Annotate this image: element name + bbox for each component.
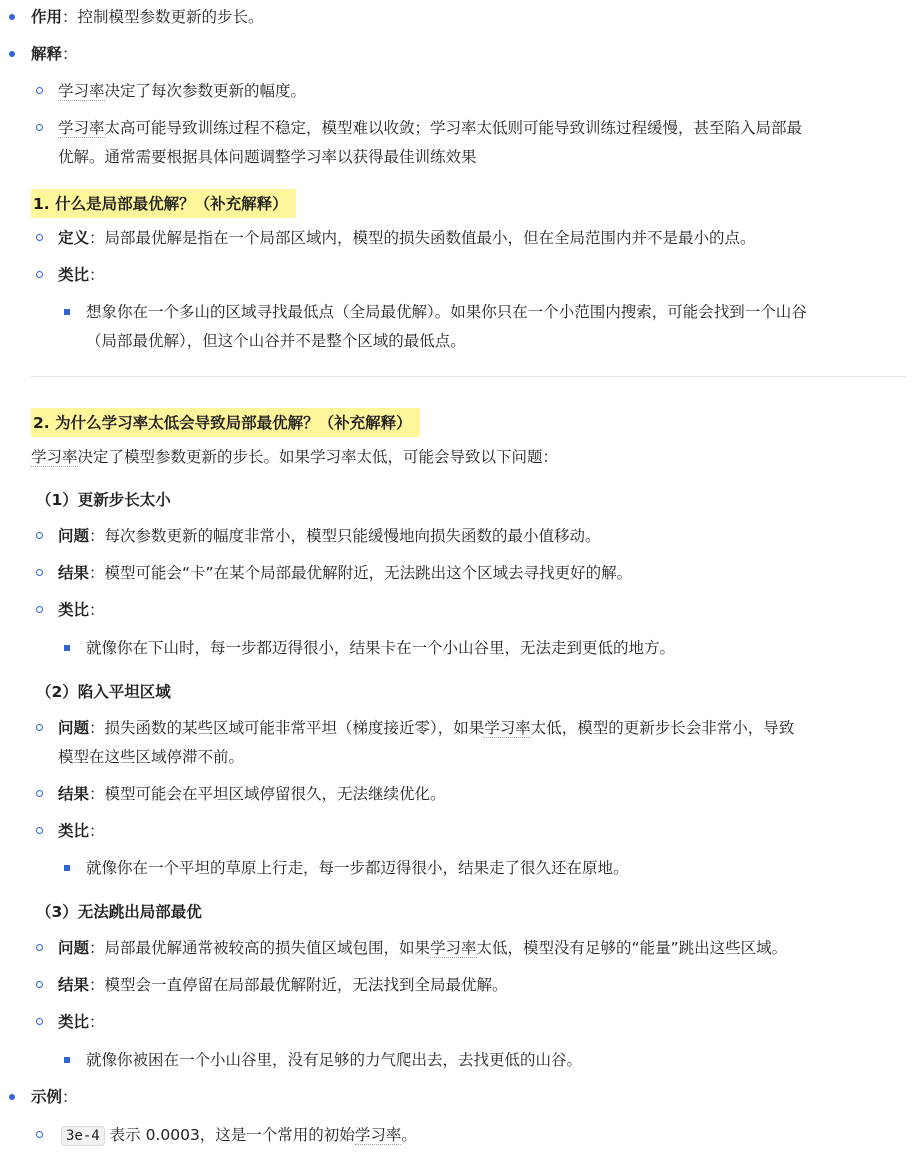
- subheading-2-text: （2）陷入平坦区域: [36, 683, 171, 701]
- term-link[interactable]: 学习率: [31, 448, 78, 466]
- analogy-label: 类比: [58, 601, 90, 619]
- subheading-3-text: （3）无法跳出局部最优: [36, 903, 202, 921]
- result-text: ：模型可能会“卡”在某个局部最优解附近，无法跳出这个区域去寻找更好的解。: [89, 564, 633, 582]
- bullet-circle: [36, 981, 43, 988]
- role-text: ：控制模型参数更新的步长。: [62, 8, 264, 26]
- analogy-colon: ：: [89, 1013, 105, 1031]
- analogy-text: 就像你在下山时，每一步都迈得很小，结果卡在一个小山谷里，无法走到更低的地方。: [86, 639, 676, 657]
- subheading-1-text: （1）更新步长太小: [36, 491, 171, 509]
- bullet-circle: [36, 1131, 43, 1138]
- analogy-text: 就像你在一个平坦的草原上行走，每一步都迈得很小，结果走了很久还在原地。: [86, 859, 629, 877]
- analogy-text: 就像你被困在一个小山谷里，没有足够的力气爬出去，去找更低的山谷。: [86, 1051, 583, 1069]
- example-colon: ：: [62, 1088, 78, 1106]
- analogy-colon: ：: [89, 822, 105, 840]
- example-text-end: 。: [401, 1126, 417, 1144]
- bullet-circle: [36, 724, 43, 731]
- problem-text: ：每次参数更新的幅度非常小，模型只能缓慢地向损失函数的最小值移动。: [89, 527, 601, 545]
- term-link[interactable]: 学习率: [484, 719, 531, 737]
- problem-label: 问题: [58, 719, 90, 737]
- bullet-square: [64, 309, 70, 315]
- section-heading-1-text: 1. 什么是局部最优解？（补充解释）: [31, 189, 296, 218]
- example-label: 示例: [31, 1088, 63, 1106]
- bullet-circle: [36, 569, 43, 576]
- analogy-colon: ：: [89, 601, 105, 619]
- bullet-dot: [9, 1094, 15, 1100]
- problem-text: ：局部最优解通常被较高的损失值区域包围，如果: [89, 939, 431, 957]
- example-text: 表示 0.0003，这是一个常用的初始: [104, 1126, 355, 1144]
- explain-item1-text: 决定了每次参数更新的幅度。: [104, 82, 307, 100]
- result-label: 结果: [58, 976, 90, 994]
- term-link[interactable]: 学习率: [58, 119, 105, 137]
- analogy-colon: ：: [89, 266, 105, 284]
- bullet-circle: [36, 124, 43, 131]
- bullet-square: [64, 865, 70, 871]
- explain-item2-text: 太高可能导致训练过程不稳定，模型难以收敛；学习率太低则可能导致训练过程缓慢，甚至陷入局部最: [104, 119, 803, 137]
- bullet-circle: [36, 944, 43, 951]
- explain-colon: ：: [62, 45, 78, 63]
- problem-label: 问题: [58, 527, 90, 545]
- result-text: ：模型会一直停留在局部最优解附近，无法找到全局最优解。: [89, 976, 508, 994]
- problem-label: 问题: [58, 939, 90, 957]
- problem-text-b: 太低，模型的更新步长会非常小，导致: [530, 719, 795, 737]
- problem-text-b: 太低，模型没有足够的“能量”跳出这些区域。: [476, 939, 788, 957]
- explain-item2-text-cont: 优解。通常需要根据具体问题调整学习率以获得最佳训练效果: [58, 148, 477, 166]
- role-label: 作用: [31, 8, 63, 26]
- bullet-square: [64, 1057, 70, 1063]
- divider: [31, 376, 906, 377]
- bullet-circle: [36, 790, 43, 797]
- bullet-dot: [9, 51, 15, 57]
- term-link[interactable]: 学习率: [58, 82, 105, 100]
- bullet-circle: [36, 87, 43, 94]
- bullet-circle: [36, 532, 43, 539]
- analogy-label: 类比: [58, 822, 90, 840]
- bullet-circle: [36, 827, 43, 834]
- definition-text: ：局部最优解是指在一个局部区域内，模型的损失函数值最小，但在全局范围内并不是最小的点。: [89, 229, 756, 247]
- analogy-label: 类比: [58, 1013, 90, 1031]
- bullet-circle: [36, 1018, 43, 1025]
- term-link[interactable]: 学习率: [354, 1126, 402, 1144]
- result-label: 结果: [58, 785, 90, 803]
- term-link[interactable]: 学习率: [430, 939, 477, 957]
- problem-text: ：损失函数的某些区域可能非常平坦（梯度接近零），如果: [89, 719, 485, 737]
- bullet-circle: [36, 234, 43, 241]
- bullet-circle: [36, 606, 43, 613]
- problem-text-cont: 模型在这些区域停滞不前。: [58, 748, 245, 766]
- result-label: 结果: [58, 564, 90, 582]
- definition-label: 定义: [58, 229, 90, 247]
- bullet-dot: [9, 14, 15, 20]
- intro-text: 决定了模型参数更新的步长。如果学习率太低，可能会导致以下问题：: [77, 448, 559, 466]
- inline-code: 3e-4: [61, 1126, 105, 1146]
- analogy-text: 想象你在一个多山的区域寻找最低点（全局最优解）。如果你只在一个小范围内搜索，可能会找到一个山谷: [86, 303, 807, 321]
- explain-label: 解释: [31, 45, 63, 63]
- bullet-square: [64, 645, 70, 651]
- result-text: ：模型可能会在平坦区域停留很久，无法继续优化。: [89, 785, 446, 803]
- section-heading-2-text: 2. 为什么学习率太低会导致局部最优解？（补充解释）: [31, 408, 420, 437]
- analogy-label: 类比: [58, 266, 90, 284]
- bullet-circle: [36, 271, 43, 278]
- analogy-text-cont: （局部最优解），但这个山谷并不是整个区域的最低点。: [86, 332, 466, 350]
